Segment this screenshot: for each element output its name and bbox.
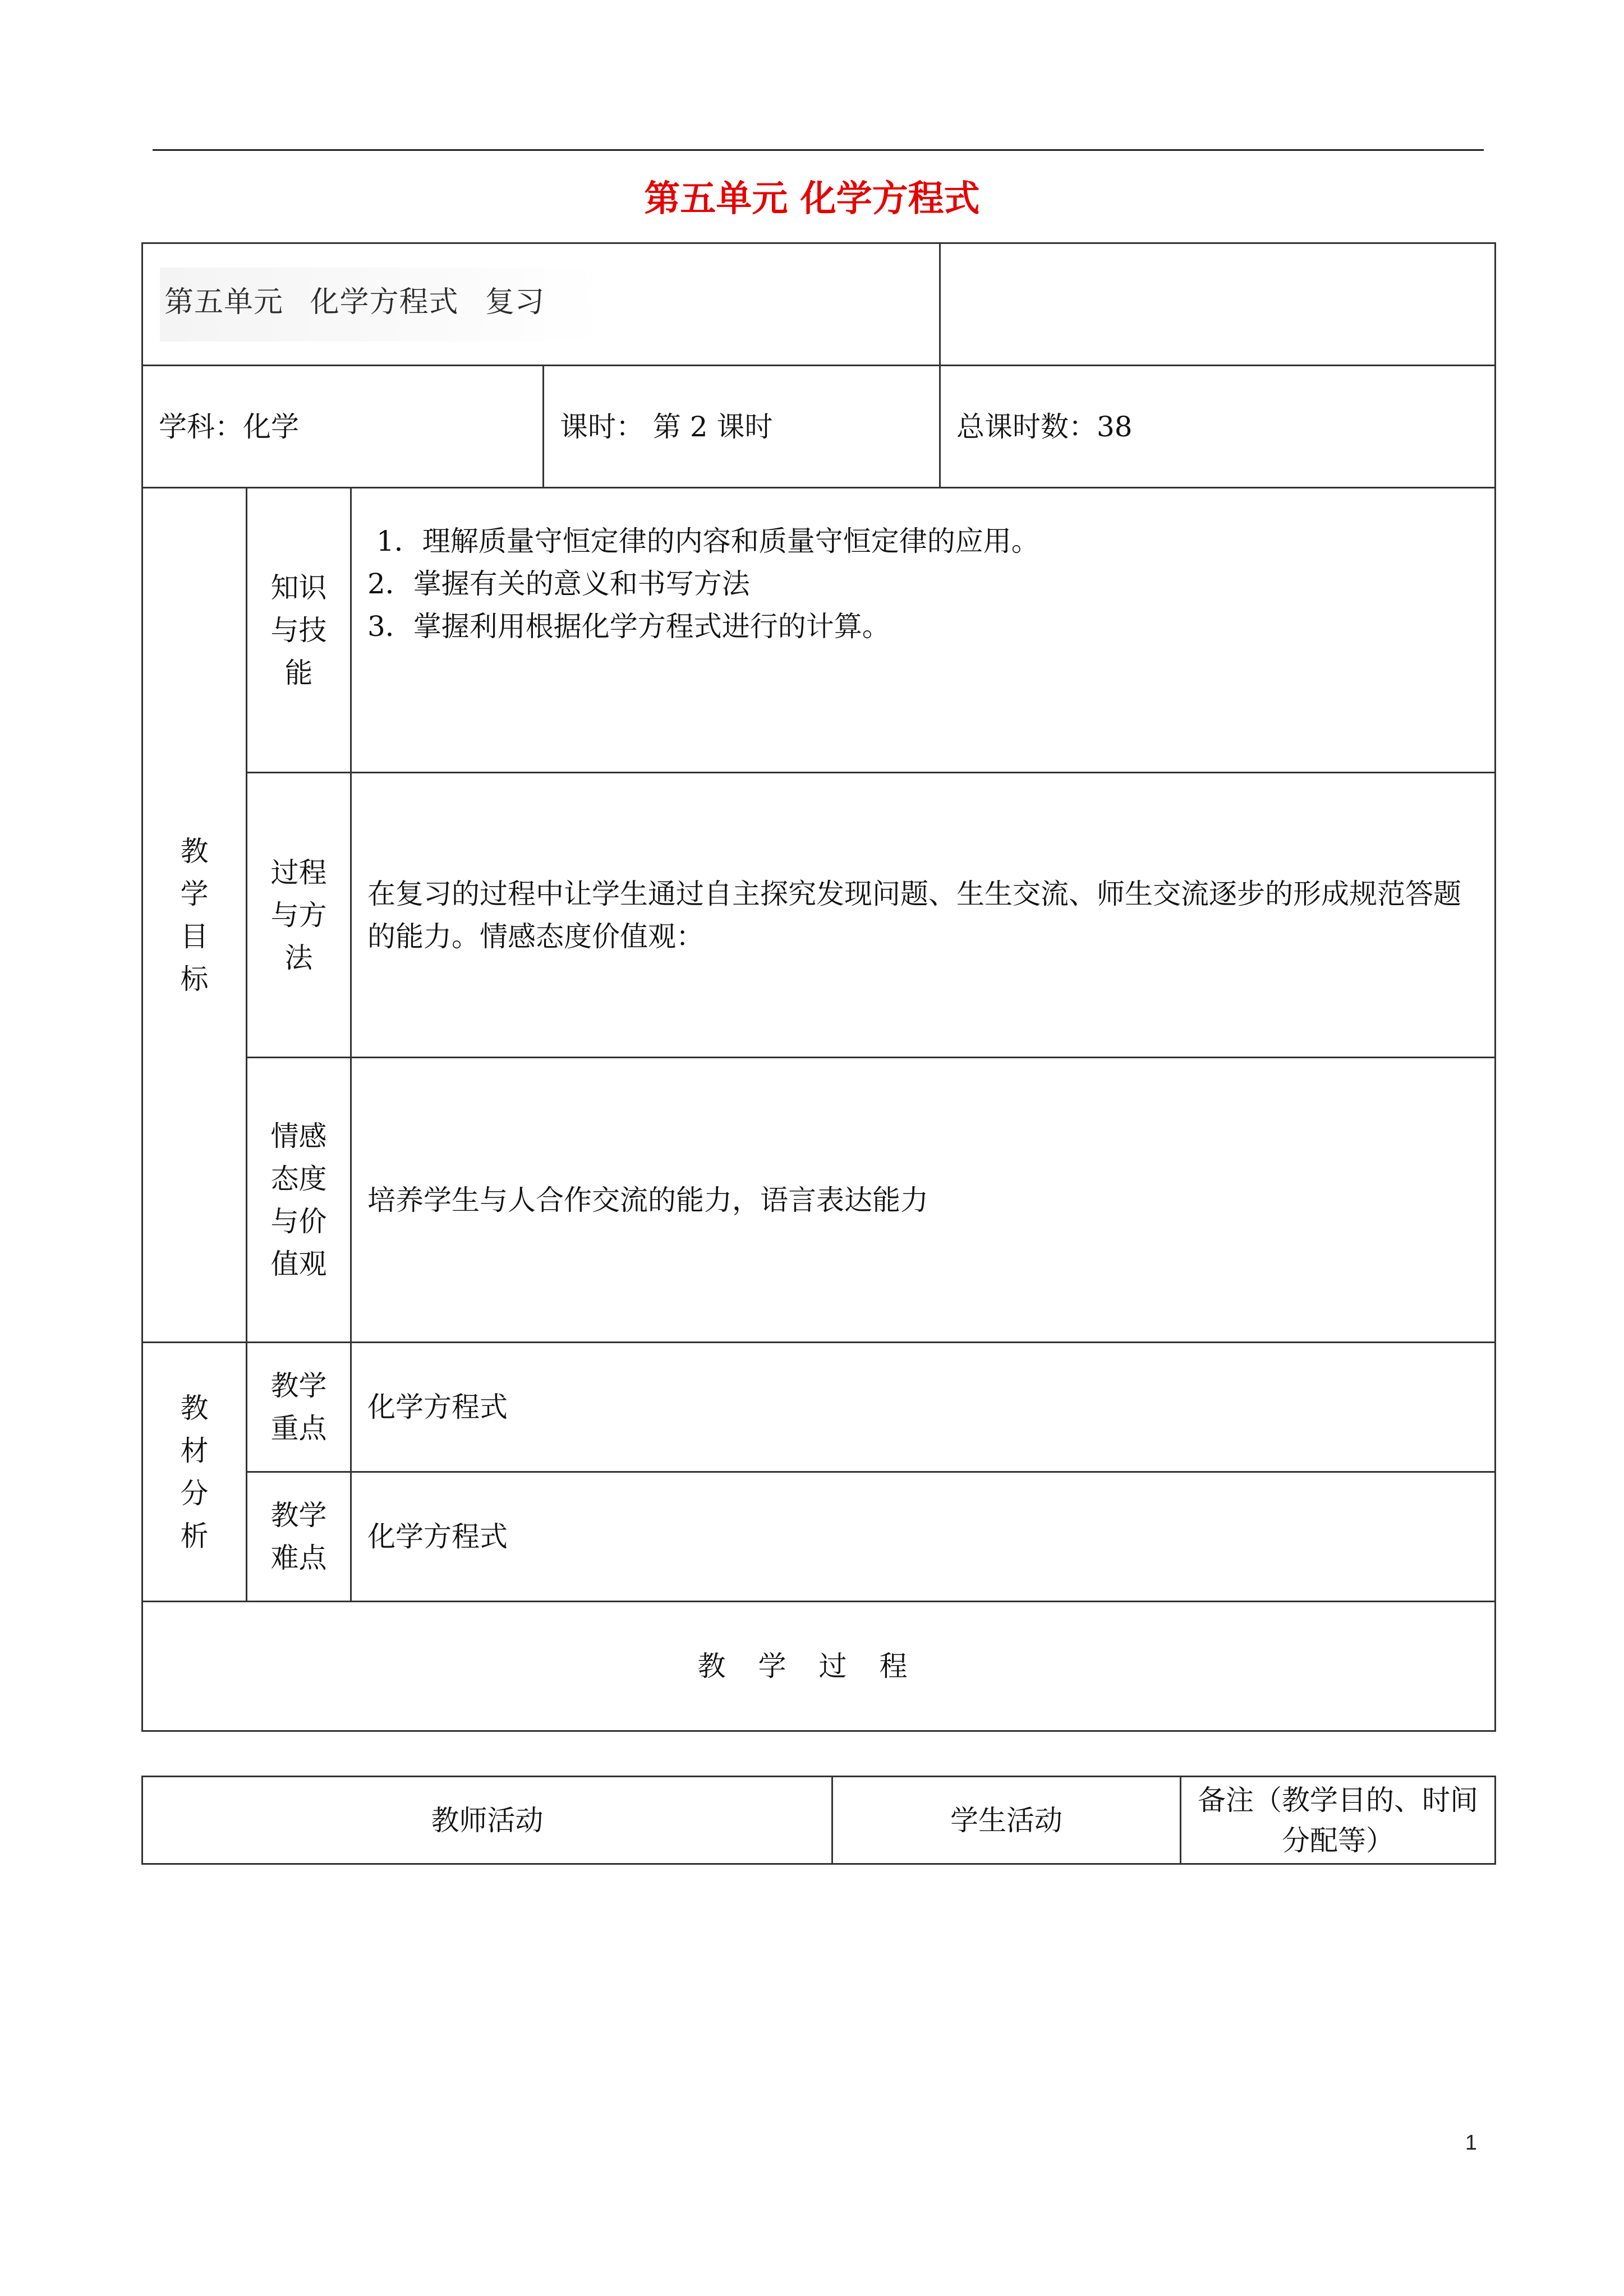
empty-header-cell: [940, 243, 1496, 366]
knowledge-row: [142, 488, 1496, 773]
document-title: 第五单元 化学方程式: [644, 178, 980, 220]
key-point-label: 教学重点: [247, 1343, 351, 1472]
knowledge-content: [351, 488, 1496, 773]
subject-cell: 学科：化学: [142, 366, 544, 488]
knowledge-item: 1．理解质量守恒定律的内容和质量守恒定律的应用。: [376, 525, 1039, 557]
period-cell: 课时： 第 2 课时: [544, 366, 940, 488]
course-info-row: [142, 366, 1496, 488]
activity-header-row: [142, 1777, 1496, 1864]
attitude-label: 情感态度与价值观: [247, 1058, 351, 1343]
knowledge-item: 3．掌握利用根据化学方程式进行的计算。: [367, 610, 890, 643]
process-row: [142, 773, 1496, 1058]
lesson-title-cell: [142, 243, 940, 366]
lesson-title-image: 第五单元 化学方程式 复习: [160, 268, 601, 342]
knowledge-label: 知识与技能: [247, 488, 351, 773]
top-rule: [153, 149, 1484, 151]
teacher-activity-header: 教师活动: [142, 1777, 832, 1864]
lesson-plan-table: [141, 242, 1496, 1732]
student-activity-header: 学生活动: [832, 1777, 1181, 1864]
difficulty-label: 教学难点: [247, 1472, 351, 1602]
difficulty-row: [142, 1472, 1496, 1602]
process-label: 过程与方法: [247, 773, 351, 1058]
remarks-header: 备注（教学目的、时间分配等）: [1181, 1777, 1496, 1864]
total-periods-cell: 总课时数：38: [940, 366, 1496, 488]
objectives-group-label: 教学目标: [142, 488, 247, 1343]
knowledge-item: 2．掌握有关的意义和书写方法: [367, 568, 750, 600]
key-point-content: 化学方程式: [351, 1343, 1496, 1472]
attitude-row: [142, 1058, 1496, 1343]
attitude-content: 培养学生与人合作交流的能力，语言表达能力: [351, 1058, 1496, 1343]
process-content: 在复习的过程中让学生通过自主探究发现问题、生生交流、师生交流逐步的形成规范答题的能力。情感态度价值观：: [351, 773, 1496, 1058]
key-point-row: [142, 1343, 1496, 1472]
analysis-group-label: 教材分析: [142, 1343, 247, 1602]
process-heading-row: [142, 1602, 1496, 1731]
difficulty-content: 化学方程式: [351, 1472, 1496, 1602]
activity-table: [141, 1776, 1496, 1865]
lesson-title-row: [142, 243, 1496, 366]
page-number: 1: [1465, 2131, 1477, 2155]
teaching-process-heading: 教学过程: [142, 1602, 1496, 1731]
